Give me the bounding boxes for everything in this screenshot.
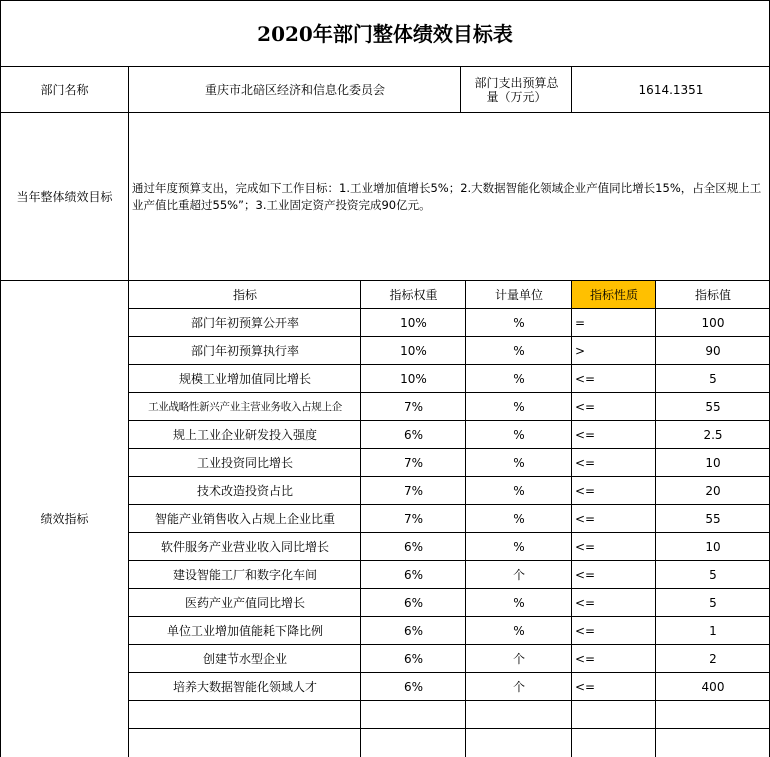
- indicator-unit: %: [513, 400, 525, 414]
- indicator-name: 工业投资同比增长: [196, 456, 293, 470]
- indicator-value: 55: [705, 400, 721, 414]
- indicator-weight: 6%: [403, 428, 424, 442]
- indicator-nature: <=: [575, 596, 596, 610]
- grid-vline: [360, 280, 361, 757]
- indicator-name: 技术改造投资占比: [196, 484, 293, 498]
- indicator-name: 建设智能工厂和数字化车间: [172, 568, 317, 582]
- indicator-value: 5: [709, 568, 717, 582]
- grid-hline: [0, 0, 770, 1]
- indicator-nature: <=: [575, 400, 596, 414]
- indicator-value: 90: [705, 344, 721, 358]
- indicator-unit: %: [513, 428, 525, 442]
- indicator-unit: %: [513, 372, 525, 386]
- indicator-value: [656, 729, 770, 757]
- indicator-unit: %: [513, 596, 525, 610]
- indicator-weight: 6%: [403, 652, 424, 666]
- indicator-nature: <=: [575, 372, 596, 386]
- grid-hline: [128, 560, 770, 561]
- indicator-value: 1: [709, 624, 717, 638]
- indicator-value: 5: [709, 372, 717, 386]
- grid-vline: [128, 66, 129, 757]
- indicator-nature: <=: [575, 624, 596, 638]
- col-header-unit: 计量单位: [494, 288, 543, 302]
- indicator-weight: 7%: [403, 400, 424, 414]
- indicator-name: 部门年初预算执行率: [190, 344, 299, 358]
- grid-hline: [128, 392, 770, 393]
- indicator-nature: <=: [575, 652, 596, 666]
- indicator-weight: 10%: [400, 344, 427, 358]
- grid-hline: [128, 364, 770, 365]
- indicator-unit: %: [513, 484, 525, 498]
- dept-name-value: 重庆市北碚区经济和信息化委员会: [204, 83, 385, 97]
- indicator-weight: 7%: [403, 456, 424, 470]
- sheet-title: 2020年部门整体绩效目标表: [257, 21, 513, 46]
- indicator-nature: <=: [575, 680, 596, 694]
- indicator-nature: <=: [575, 428, 596, 442]
- grid-hline: [128, 700, 770, 701]
- col-header-indicator: 指标: [232, 288, 257, 302]
- indicator-weight: 10%: [400, 316, 427, 330]
- indicator-nature: <=: [575, 540, 596, 554]
- grid-hline: [128, 588, 770, 589]
- grid-hline: [128, 448, 770, 449]
- indicator-name: [129, 729, 361, 757]
- indicator-unit: [466, 701, 572, 729]
- indicator-nature: <=: [575, 512, 596, 526]
- indicator-value: 2.5: [703, 428, 723, 442]
- grid-hline: [128, 420, 770, 421]
- indicator-nature: [572, 729, 656, 757]
- col-header-value: 指标值: [694, 288, 731, 302]
- grid-hline: [0, 112, 770, 113]
- grid-hline: [128, 672, 770, 673]
- indicator-unit: 个: [512, 568, 525, 582]
- dept-name-label: 部门名称: [40, 83, 89, 97]
- grid-hline: [128, 728, 770, 729]
- grid-vline: [655, 280, 656, 757]
- indicator-weight: 6%: [403, 540, 424, 554]
- grid-hline: [128, 336, 770, 337]
- indicator-weight: 6%: [403, 596, 424, 610]
- indicator-value: 400: [701, 680, 725, 694]
- indicator-nature: <=: [575, 456, 596, 470]
- annual-goal-text: 通过年度预算支出，完成如下工作目标：1.工业增加值增长5%；2.大数据智能化领域企业产值同比增长15%，占全区规上工业产值比重超过55%”；3.工业固定资产投资完成90亿元。: [132, 181, 762, 212]
- indicator-nature: =: [575, 316, 586, 330]
- indicator-value: 20: [705, 484, 721, 498]
- grid-vline: [460, 66, 461, 112]
- grid-hline: [128, 504, 770, 505]
- indicator-name: 培养大数据智能化领域人才: [172, 680, 317, 694]
- indicator-value: 100: [701, 316, 725, 330]
- col-header-weight: 指标权重: [389, 288, 438, 302]
- indicator-unit: %: [513, 316, 525, 330]
- indicator-unit: [466, 729, 572, 757]
- indicator-nature: <=: [575, 568, 596, 582]
- indicator-name: 单位工业增加值能耗下降比例: [166, 624, 323, 638]
- indicator-name: 规上工业企业研发投入强度: [172, 428, 317, 442]
- grid-hline: [128, 532, 770, 533]
- indicator-value: 2: [709, 652, 717, 666]
- indicator-name: 智能产业销售收入占规上企业比重: [154, 512, 335, 526]
- grid-hline: [128, 308, 770, 309]
- grid-vline: [0, 0, 1, 757]
- indicator-unit: %: [513, 540, 525, 554]
- indicator-name: [129, 701, 361, 729]
- indicator-value: 5: [709, 596, 717, 610]
- indicator-value: 55: [705, 512, 721, 526]
- indicator-weight: 7%: [403, 512, 424, 526]
- grid-vline: [571, 66, 572, 112]
- grid-hline: [0, 66, 770, 67]
- indicator-name: 工业战略性新兴产业主营业务收入占规上企: [148, 401, 342, 413]
- indicator-unit: %: [513, 456, 525, 470]
- indicator-name: 规模工业增加值同比增长: [178, 372, 311, 386]
- indicator-nature: [572, 701, 656, 729]
- indicator-value: 10: [705, 456, 721, 470]
- indicator-weight: 6%: [403, 680, 424, 694]
- budget-total-label: 部门支出预算总量（万元）: [474, 76, 559, 104]
- grid-vline: [465, 280, 466, 757]
- indicator-weight: 6%: [403, 624, 424, 638]
- indicator-name: 部门年初预算公开率: [190, 316, 299, 330]
- indicator-value: 10: [705, 540, 721, 554]
- col-header-nature: 指标性质: [572, 281, 656, 309]
- indicator-name: 创建节水型企业: [202, 652, 287, 666]
- performance-indicators-label: 绩效指标: [40, 512, 89, 526]
- indicator-unit: %: [513, 512, 525, 526]
- grid-hline: [128, 644, 770, 645]
- indicator-unit: %: [513, 624, 525, 638]
- indicator-weight: 6%: [403, 568, 424, 582]
- grid-hline: [128, 476, 770, 477]
- indicator-weight: [361, 701, 466, 729]
- indicator-nature: <=: [575, 484, 596, 498]
- indicator-value: [656, 701, 770, 729]
- indicator-name: 医药产业产值同比增长: [184, 596, 305, 610]
- indicator-unit: 个: [512, 652, 525, 666]
- grid-hline: [128, 616, 770, 617]
- indicator-weight: 10%: [400, 372, 427, 386]
- grid-vline: [571, 280, 572, 757]
- indicator-unit: 个: [512, 680, 525, 694]
- indicator-weight: 7%: [403, 484, 424, 498]
- indicator-unit: %: [513, 344, 525, 358]
- annual-goal-label: 当年整体绩效目标: [16, 190, 113, 204]
- indicator-nature: >: [575, 344, 586, 358]
- indicator-name: 软件服务产业营业收入同比增长: [160, 540, 329, 554]
- indicator-weight: [361, 729, 466, 757]
- budget-total-value: 1614.1351: [638, 83, 704, 97]
